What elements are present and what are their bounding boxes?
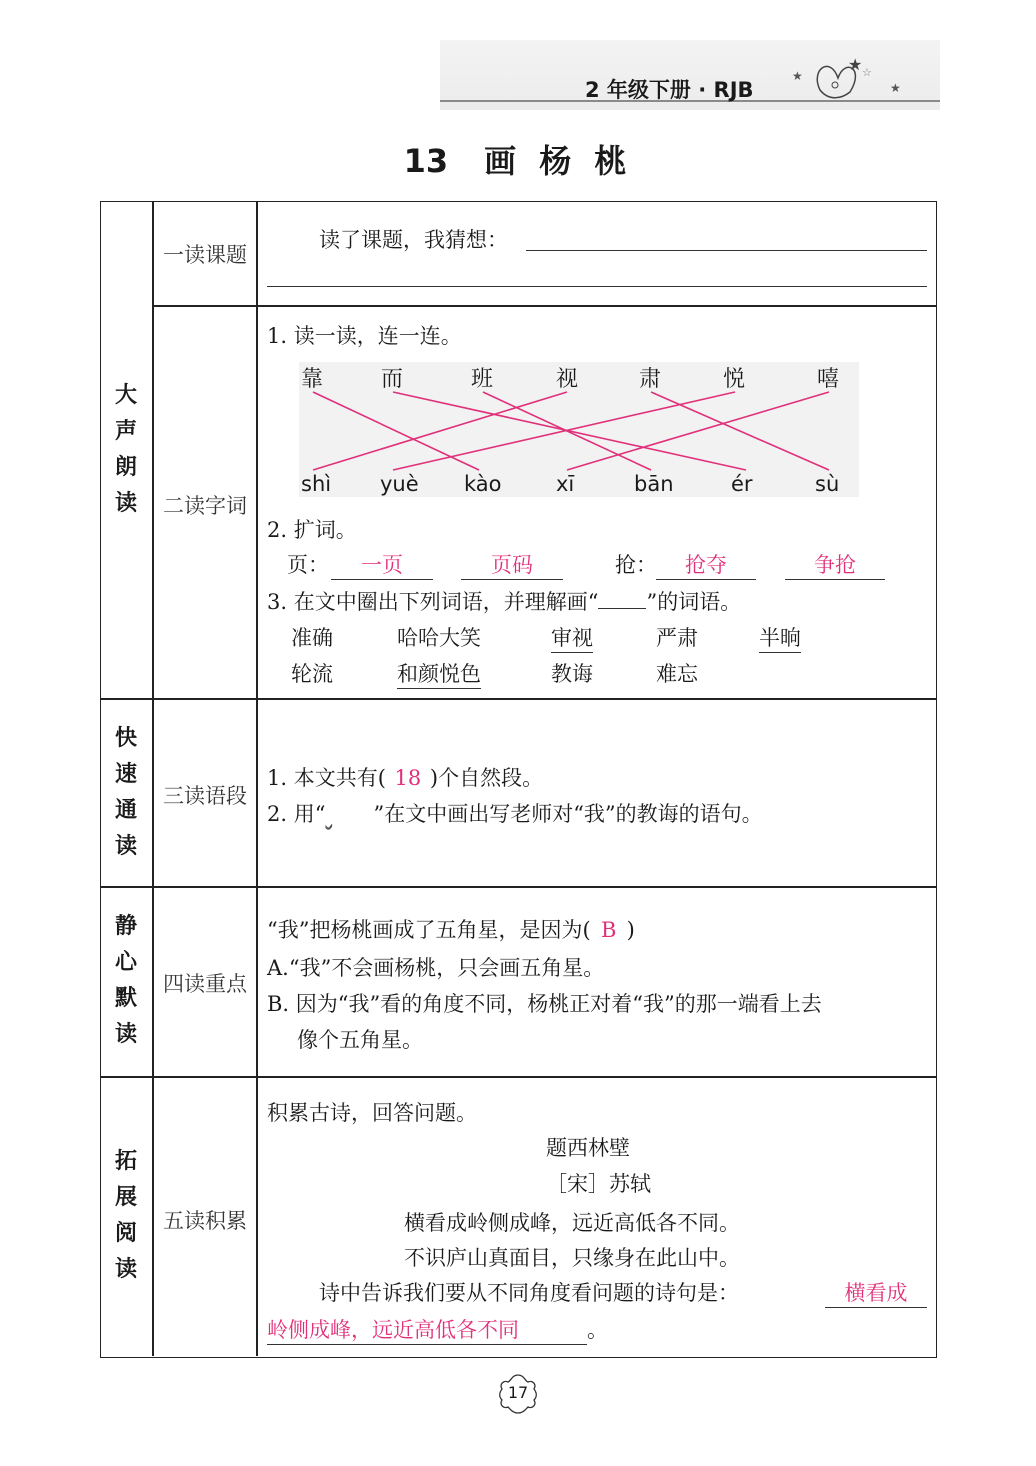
lesson-number: 13 (403, 142, 449, 180)
row-divider-4 (101, 1076, 936, 1078)
word-heyanyuese[interactable]: 和颜悦色 (397, 658, 481, 689)
svg-text:★: ★ (792, 69, 803, 83)
char-er: 而 (381, 367, 404, 392)
poem-author: ［宋］苏轼 (546, 1172, 651, 1196)
reason-question: “我”把杨桃画成了五角星，是因为( B ) (267, 918, 635, 942)
char-shi: 视 (556, 367, 579, 392)
q3-instruction: 3. 在文中圈出下列词语，并理解画“ ”的词语。 (267, 590, 742, 614)
row-label-5: 五读积累 (163, 1209, 247, 1233)
row-divider-3 (101, 886, 936, 888)
section-label-4: 拓 展 阅 读 (114, 1149, 137, 1282)
section-label-3: 静 心 默 读 (114, 914, 137, 1047)
section-label-1: 大 声 朗 读 (114, 383, 137, 516)
poem-answer-line-2: 岭侧成峰，远近高低各不同 。 (267, 1314, 608, 1345)
pinyin-er: ér (731, 472, 753, 496)
worksheet-table (100, 201, 937, 1358)
wavy-line-sample (325, 802, 373, 826)
char-ban: 班 (471, 367, 494, 392)
qiang-answer-1[interactable]: 抢夺 (656, 549, 756, 580)
guess-answer-line-2[interactable] (267, 286, 927, 287)
pinyin-yue: yuè (380, 472, 419, 496)
word-hahadaxiao: 哈哈大笑 (397, 626, 481, 650)
wavy-line-question: 2. 用“ ”在文中画出写老师对“我”的教诲的语句。 (267, 802, 763, 826)
char-kao: 靠 (301, 367, 324, 392)
row-divider-1 (152, 305, 936, 307)
word-lunliu: 轮流 (291, 662, 333, 686)
row-label-1: 一读课题 (163, 243, 247, 267)
word-banshang[interactable]: 半晌 (759, 622, 801, 653)
svg-text:☆: ☆ (862, 66, 872, 79)
paragraph-count-question: 1. 本文共有( 18 )个自然段。 (267, 766, 544, 790)
ye-label: 页： (287, 553, 329, 577)
paragraph-count-answer[interactable]: 18 (394, 766, 422, 790)
row-label-3: 三读语段 (163, 784, 247, 808)
word-zhunque: 准确 (291, 626, 333, 650)
section-label-2: 快 速 通 读 (114, 726, 137, 859)
lesson-title: 画 杨 桃 (484, 142, 633, 180)
pinyin-xi: xī (556, 472, 575, 496)
svg-text:★: ★ (848, 55, 863, 74)
svg-text:★: ★ (890, 81, 901, 95)
col-divider-2 (256, 202, 258, 1356)
poem-question: 诗中告诉我们要从不同角度看问题的诗句是： (319, 1281, 739, 1305)
char-yue: 悦 (723, 367, 746, 392)
qiang-label: 抢： (615, 553, 657, 577)
qiang-answer-2[interactable]: 争抢 (785, 549, 885, 580)
row-label-2: 二读字词 (163, 494, 247, 518)
row-divider-2 (101, 698, 936, 700)
guess-answer-line-1[interactable] (526, 250, 927, 251)
poem-answer-1[interactable]: 横看成 (825, 1277, 927, 1308)
word-shenshi[interactable]: 审视 (551, 622, 593, 653)
page-number: 17 (507, 1383, 529, 1402)
option-a[interactable]: A.“我”不会画杨桃，只会画五角星。 (267, 956, 605, 980)
grade-book-label: 2 年级下册 · RJB (585, 78, 754, 102)
pinyin-shi: shì (301, 472, 332, 496)
word-jiaohui: 教诲 (551, 662, 593, 686)
col-divider-1 (152, 202, 154, 1356)
underline-sample (598, 590, 646, 609)
pinyin-ban: bān (634, 472, 674, 496)
row-label-4: 四读重点 (163, 972, 247, 996)
q2-expand: 2. 扩词。 (267, 518, 357, 542)
poem-title: 题西林壁 (546, 1136, 630, 1160)
poem-answer-2[interactable]: 岭侧成峰，远近高低各不同 (267, 1314, 587, 1345)
page-title (0, 136, 1036, 182)
char-su: 肃 (639, 367, 662, 392)
poem-line-1: 横看成岭侧成峰，远近高低各不同。 (404, 1211, 740, 1235)
char-xi: 嘻 (817, 367, 840, 392)
ye-answer-2[interactable]: 页码 (461, 549, 563, 580)
butterfly-star-icon (790, 50, 910, 105)
q1-connect: 1. 读一读，连一连。 (267, 324, 462, 348)
guess-prompt: 读了课题，我猜想： (319, 228, 508, 252)
poem-intro: 积累古诗，回答问题。 (267, 1101, 477, 1125)
pinyin-kao: kào (464, 472, 502, 496)
reason-answer[interactable]: B (600, 918, 617, 942)
word-yansu: 严肃 (656, 626, 698, 650)
poem-line-2: 不识庐山真面目，只缘身在此山中。 (404, 1246, 740, 1270)
ye-answer-1[interactable]: 一页 (331, 549, 433, 580)
option-b-line-1[interactable]: B. 因为“我”看的角度不同，杨桃正对着“我”的那一端看上去 (267, 992, 822, 1016)
word-nanwang: 难忘 (656, 662, 698, 686)
pinyin-su: sù (815, 472, 840, 496)
option-b-line-2: 像个五角星。 (297, 1028, 423, 1052)
